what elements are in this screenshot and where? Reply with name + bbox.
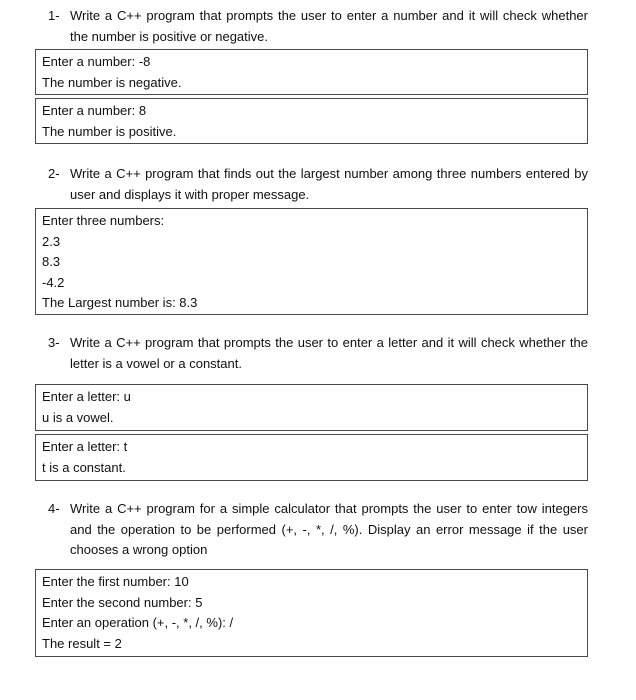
- output-line: 2.3: [42, 233, 61, 249]
- output-line: The number is negative.: [42, 74, 182, 90]
- output-box-3a: [35, 384, 588, 431]
- output-line: Enter a number: -8: [42, 54, 151, 69]
- question-text: Write a C++ program for a simple calculator that prompts the user to enter tow integers and the operation to be performed (+, -, *, /, %). Display an error message if the user chooses a wrong option: [70, 501, 588, 557]
- question-text: Write a C++ program that prompts the user to enter a letter and it will check whether the letter is a vowel or a constant.: [70, 335, 588, 371]
- output-box-3b: [35, 434, 588, 481]
- output-line: Enter a letter: t: [42, 439, 128, 454]
- output-line: t is a constant.: [42, 459, 126, 475]
- output-line: Enter a letter: u: [42, 389, 131, 404]
- output-line: 8.3: [42, 254, 61, 269]
- output-line: Enter the second number: 5: [42, 594, 203, 610]
- output-box-1a: [35, 49, 588, 95]
- question-4: [48, 499, 588, 561]
- output-line: Enter three numbers:: [42, 213, 165, 228]
- output-line: Enter a number: 8: [42, 103, 147, 118]
- output-line: -4.2: [42, 274, 65, 290]
- question-2: [48, 164, 588, 205]
- output-line: u is a vowel.: [42, 409, 114, 425]
- output-box-2: [35, 208, 588, 315]
- output-line: Enter an operation (+, -, *, /, %): /: [42, 615, 234, 630]
- output-box-1b: [35, 98, 588, 144]
- question-text: Write a C++ program that finds out the largest number among three numbers entered by user and displays it with proper message.: [70, 166, 588, 202]
- question-3: [48, 333, 588, 374]
- question-text: Write a C++ program that prompts the user to enter a number and it will check whether the number is positive or negative.: [70, 8, 588, 44]
- output-line: The result = 2: [42, 635, 122, 651]
- question-1: [48, 6, 588, 47]
- output-box-4: [35, 569, 588, 657]
- output-line: The Largest number is: 8.3: [42, 295, 198, 310]
- question-number: 4-: [48, 501, 60, 516]
- output-line: The number is positive.: [42, 123, 177, 139]
- question-number: 2-: [48, 166, 60, 181]
- output-line: Enter the first number: 10: [42, 574, 189, 589]
- question-number: 3-: [48, 335, 60, 350]
- question-number: 1-: [48, 8, 60, 23]
